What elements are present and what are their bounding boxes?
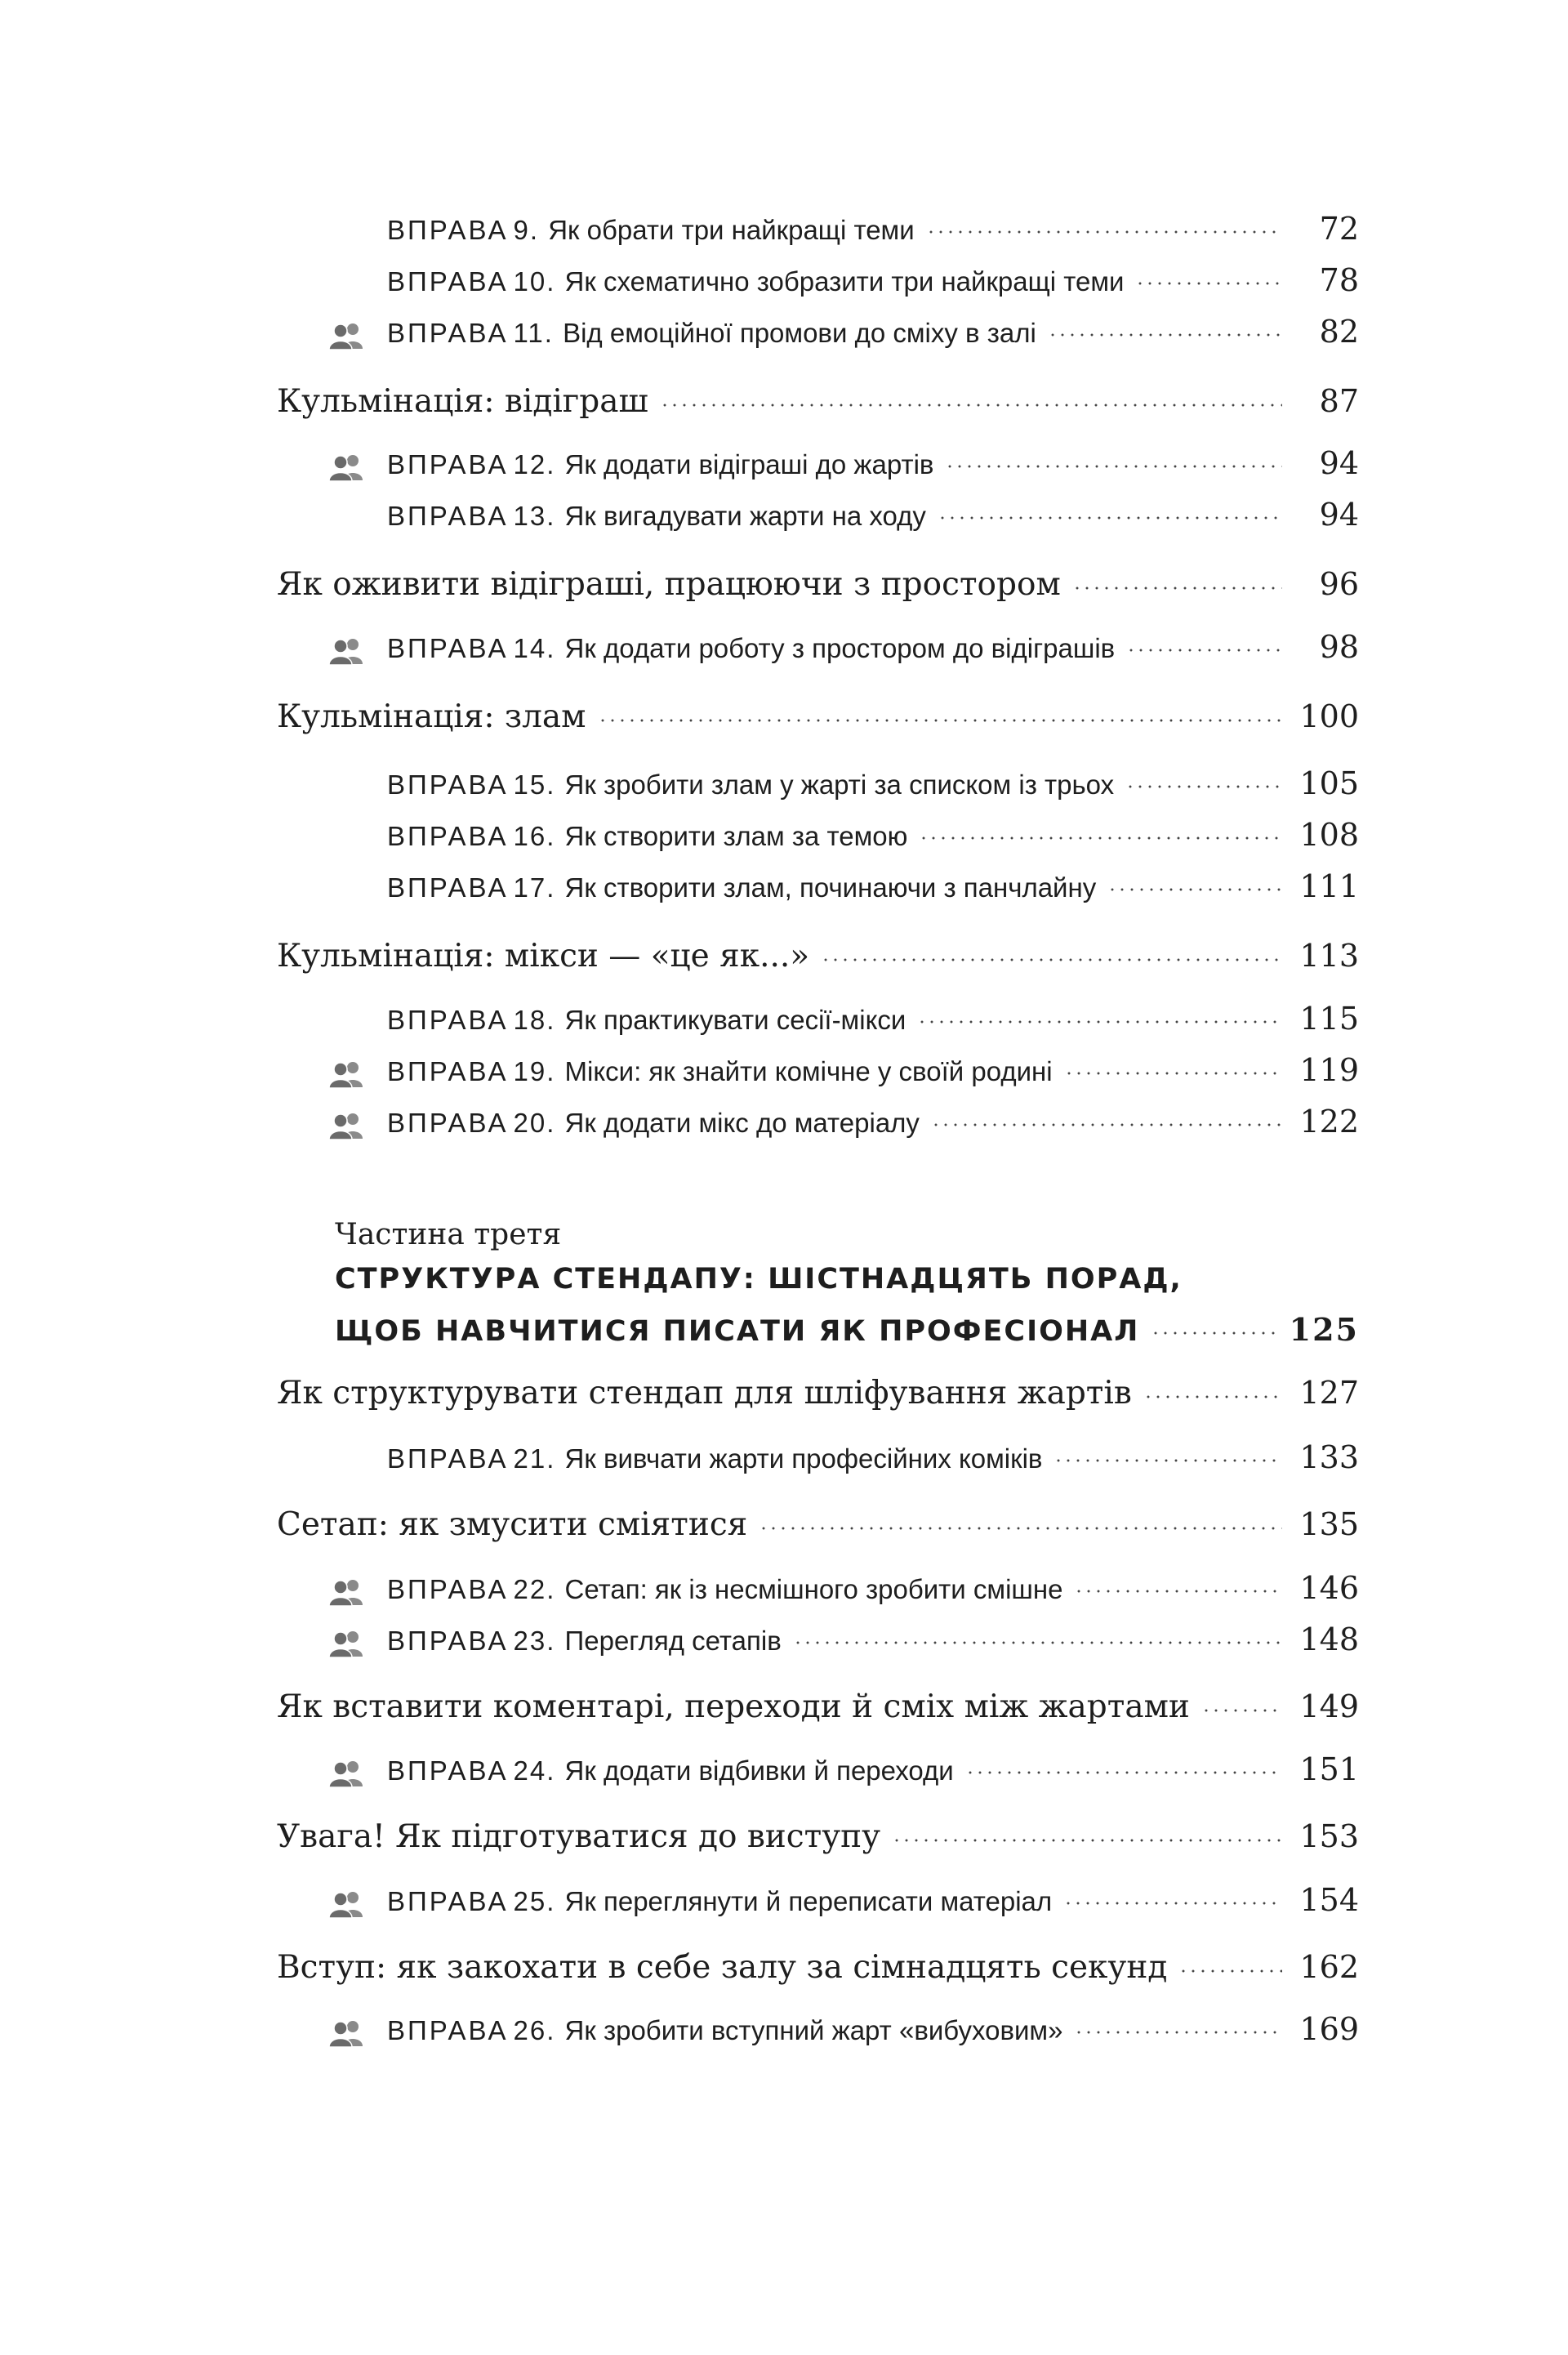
page-number: 105 — [1299, 765, 1359, 801]
dot-leader — [1143, 1395, 1282, 1398]
entry-title — [387, 501, 926, 532]
chapter-entry[interactable] — [0, 1375, 1568, 1412]
exercise-title: Мікси: як знайти комічне у своїй родині — [564, 1056, 1053, 1086]
exercise-title: Як практикувати сесії-мікси — [564, 1005, 906, 1035]
page-number: 98 — [1319, 629, 1359, 665]
exercise-entry[interactable] — [0, 1751, 1568, 1787]
dot-leader — [598, 719, 1282, 722]
exercise-entry[interactable] — [0, 2011, 1568, 2047]
dot-leader — [1072, 587, 1282, 590]
exercise-keyword: ВПРАВА — [387, 266, 509, 297]
exercise-entry[interactable] — [0, 868, 1568, 904]
dot-leader — [892, 1839, 1282, 1842]
entry-title — [387, 1626, 782, 1657]
part-title-line[interactable] — [0, 1311, 1568, 1348]
exercise-title: Як вивчати жарти професійних коміків — [564, 1443, 1043, 1474]
page-number: 108 — [1299, 817, 1359, 853]
chapter-entry[interactable] — [0, 566, 1568, 603]
entry-title — [387, 2015, 1062, 2046]
exercise-title: Як вигадувати жарти на ходу — [564, 501, 926, 531]
exercise-keyword: ВПРАВА — [387, 215, 509, 245]
exercise-number: 17. — [513, 872, 565, 903]
dot-leader — [1064, 1072, 1282, 1075]
exercise-entry[interactable] — [0, 1439, 1568, 1475]
exercise-keyword: ВПРАВА — [387, 1056, 509, 1086]
dot-leader — [1135, 282, 1282, 285]
exercise-number: 25. — [513, 1886, 565, 1916]
exercise-entry[interactable] — [0, 765, 1568, 801]
chapter-entry[interactable] — [0, 1688, 1568, 1725]
dot-leader — [1201, 1709, 1282, 1712]
page-number: 127 — [1299, 1375, 1359, 1411]
exercise-title: Від емоційної промови до сміху в залі — [563, 318, 1036, 348]
entry-title — [387, 1108, 920, 1139]
exercise-title: Як додати відбивки й переходи — [564, 1755, 954, 1786]
dot-leader — [821, 958, 1282, 961]
dot-leader — [1074, 1590, 1282, 1593]
dot-leader — [1074, 2031, 1282, 2034]
page-number: 119 — [1299, 1052, 1359, 1088]
entry-title — [387, 1755, 954, 1786]
exercise-number: 16. — [513, 821, 565, 851]
part-label: Частина третя — [335, 1218, 562, 1251]
entry-title — [387, 1443, 1042, 1474]
chapter-entry[interactable] — [0, 1949, 1568, 1986]
exercise-number: 21. — [513, 1443, 565, 1474]
chapter-entry[interactable] — [0, 698, 1568, 735]
dot-leader — [965, 1771, 1282, 1774]
dot-leader — [660, 404, 1282, 407]
page-number: 151 — [1299, 1751, 1359, 1787]
page-number: 82 — [1319, 314, 1359, 350]
dot-leader — [1151, 1331, 1277, 1335]
exercise-title: Як зробити вступний жарт «вибуховим» — [564, 2015, 1063, 2045]
dot-leader — [1178, 1969, 1282, 1973]
exercise-number: 23. — [513, 1626, 565, 1656]
entry-title — [387, 318, 1036, 349]
page-number: 115 — [1299, 1001, 1359, 1037]
entry-title — [387, 872, 1096, 903]
exercise-entry[interactable] — [0, 445, 1568, 481]
exercise-entry[interactable] — [0, 817, 1568, 853]
entry-title — [387, 215, 915, 246]
entry-title — [387, 769, 1114, 801]
exercise-keyword: ВПРАВА — [387, 449, 509, 479]
exercise-entry[interactable] — [0, 1001, 1568, 1037]
exercise-keyword: ВПРАВА — [387, 769, 509, 800]
page-number: 78 — [1319, 262, 1359, 298]
exercise-keyword: ВПРАВА — [387, 1886, 509, 1916]
page-number: 133 — [1299, 1439, 1359, 1475]
exercise-entry[interactable] — [0, 1882, 1568, 1918]
dot-leader — [759, 1527, 1282, 1530]
exercise-keyword: ВПРАВА — [387, 1108, 509, 1138]
exercise-entry[interactable] — [0, 629, 1568, 665]
exercise-number: 18. — [513, 1005, 565, 1035]
part-title-line[interactable] — [0, 1263, 1568, 1296]
dot-leader — [1125, 785, 1282, 788]
exercise-entry[interactable] — [0, 1570, 1568, 1606]
entry-title — [387, 821, 907, 852]
page-number: 153 — [1299, 1818, 1359, 1854]
chapter-entry[interactable] — [0, 383, 1568, 420]
exercise-entry[interactable] — [0, 211, 1568, 247]
entry-title: Кульмінація: відіграш — [277, 383, 648, 420]
page-number: 135 — [1299, 1506, 1359, 1542]
exercise-number: 12. — [513, 449, 565, 479]
exercise-number: 20. — [513, 1108, 565, 1138]
exercise-keyword: ВПРАВА — [387, 821, 509, 851]
exercise-number: 26. — [513, 2015, 565, 2045]
dot-leader — [917, 1020, 1282, 1024]
dot-leader — [931, 1123, 1282, 1126]
page-number: 154 — [1299, 1882, 1359, 1918]
entry-title — [387, 1056, 1053, 1087]
exercise-keyword: ВПРАВА — [387, 2015, 509, 2045]
exercise-number: 14. — [513, 633, 565, 663]
entry-title — [387, 449, 933, 480]
exercise-title: Як додати роботу з простором до відіграшів — [564, 633, 1116, 663]
exercise-entry[interactable] — [0, 314, 1568, 350]
dot-leader — [945, 465, 1282, 468]
exercise-title: Як додати відіграші до жартів — [564, 449, 934, 479]
page-number: 146 — [1299, 1570, 1359, 1606]
entry-title: СТРУКТУРА СТЕНДАПУ: ШІСТНАДЦЯТЬ ПОРАД, — [335, 1263, 1183, 1296]
chapter-entry[interactable] — [0, 938, 1568, 975]
entry-title: Кульмінація: мікси — «це як...» — [277, 938, 810, 975]
dot-leader — [793, 1641, 1282, 1644]
exercise-number: 22. — [513, 1574, 565, 1604]
page-number: 125 — [1289, 1311, 1359, 1348]
exercise-number: 9. — [513, 215, 549, 245]
entry-title: Як вставити коментарі, переходи й сміх між жартами — [277, 1688, 1190, 1725]
exercise-entry[interactable] — [0, 262, 1568, 298]
page-number: 149 — [1299, 1688, 1359, 1724]
dot-leader — [1048, 333, 1282, 337]
entry-title: Кульмінація: злам — [277, 698, 586, 735]
dot-leader — [1126, 649, 1282, 652]
exercise-keyword: ВПРАВА — [387, 1755, 509, 1786]
page-number: 122 — [1299, 1104, 1359, 1140]
dot-leader — [1063, 1902, 1282, 1905]
page-number: 111 — [1299, 868, 1359, 904]
page-number: 94 — [1319, 445, 1359, 481]
page-number: 72 — [1319, 211, 1359, 247]
page-number: 169 — [1299, 2011, 1359, 2047]
exercise-entry[interactable] — [0, 1052, 1568, 1088]
exercise-title: Перегляд сетапів — [564, 1626, 782, 1656]
exercise-keyword: ВПРАВА — [387, 1626, 509, 1656]
dot-leader — [1054, 1459, 1282, 1462]
exercise-number: 19. — [513, 1056, 565, 1086]
exercise-title: Як зробити злам у жарті за списком із трьох — [564, 769, 1115, 800]
entry-title: Як структурувати стендап для шліфування жартів — [277, 1375, 1132, 1412]
entry-title — [387, 266, 1124, 297]
page-number: 113 — [1299, 938, 1359, 974]
entry-title — [387, 1005, 906, 1036]
dot-leader — [1107, 888, 1282, 891]
entry-title: Сетап: як змусити сміятися — [277, 1506, 748, 1543]
entry-title — [387, 633, 1115, 664]
exercise-title: Як обрати три найкращі теми — [548, 215, 915, 245]
page-number: 162 — [1299, 1949, 1359, 1985]
exercise-keyword: ВПРАВА — [387, 1005, 509, 1035]
exercise-keyword: ВПРАВА — [387, 318, 509, 348]
entry-title — [387, 1886, 1052, 1917]
exercise-entry[interactable] — [0, 1104, 1568, 1140]
page-number: 96 — [1319, 566, 1359, 602]
exercise-title: Як створити злам, починаючи з панчлайну — [564, 872, 1097, 903]
dot-leader — [919, 836, 1282, 840]
page-number: 87 — [1319, 383, 1359, 419]
exercise-title: Як додати мікс до матеріалу — [564, 1108, 920, 1138]
exercise-keyword: ВПРАВА — [387, 1574, 509, 1604]
page-number: 148 — [1299, 1621, 1359, 1657]
entry-title: Як оживити відіграші, працюючи з простором — [277, 566, 1061, 603]
exercise-number: 24. — [513, 1755, 565, 1786]
exercise-title: Як схематично зобразити три найкрaщі теми — [564, 266, 1125, 297]
exercise-number: 13. — [513, 501, 565, 531]
exercise-keyword: ВПРАВА — [387, 501, 509, 531]
entry-title: Увага! Як підготуватися до виступу — [277, 1818, 881, 1855]
entry-title: Вступ: як закохати в себе залу за сімнадцять секунд — [277, 1949, 1168, 1986]
exercise-entry[interactable] — [0, 1621, 1568, 1657]
dot-leader — [926, 230, 1282, 234]
exercise-title: Як переглянути й переписати матеріал — [564, 1886, 1053, 1916]
exercise-title: Як створити злам за темою — [564, 821, 908, 851]
exercise-number: 10. — [513, 266, 565, 297]
exercise-keyword: ВПРАВА — [387, 633, 509, 663]
exercise-number: 15. — [513, 769, 565, 800]
chapter-entry[interactable] — [0, 1818, 1568, 1855]
exercise-entry[interactable] — [0, 497, 1568, 533]
page-number: 100 — [1299, 698, 1359, 734]
dot-leader — [938, 516, 1282, 520]
chapter-entry[interactable] — [0, 1506, 1568, 1543]
exercise-keyword: ВПРАВА — [387, 872, 509, 903]
entry-title: ЩОБ НАВЧИТИСЯ ПИСАТИ ЯК ПРОФЕСІОНАЛ — [335, 1315, 1140, 1348]
exercise-title: Сетап: як із несмішного зробити смішне — [564, 1574, 1063, 1604]
page-number: 94 — [1319, 497, 1359, 533]
entry-title — [387, 1574, 1062, 1605]
exercise-number: 11. — [513, 318, 564, 348]
exercise-keyword: ВПРАВА — [387, 1443, 509, 1474]
